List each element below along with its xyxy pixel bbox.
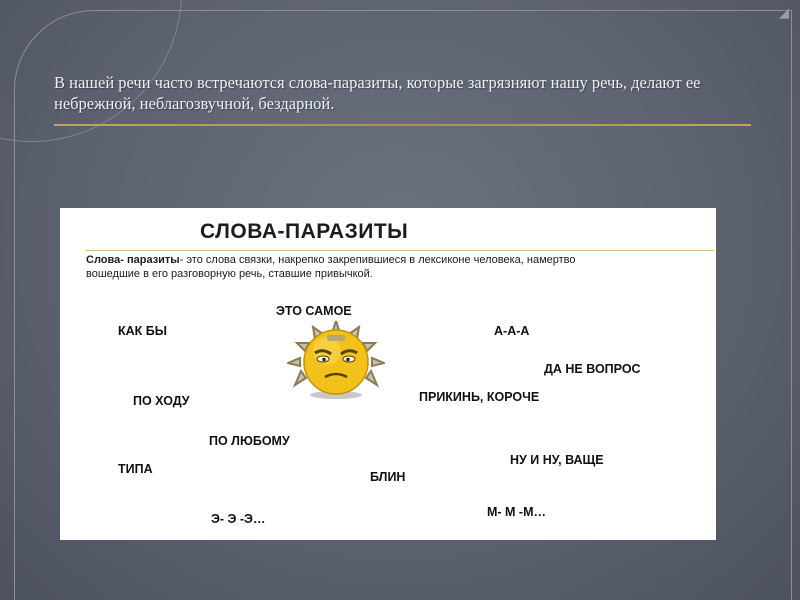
divider-rule — [54, 124, 751, 126]
word-kak-by: КАК БЫ — [118, 324, 167, 338]
definition-body: - это слова связки, накрепко закрепившиеся в лексиконе человека, намертво вошедшие в его разговорную речь, ставшие привычкой. — [86, 254, 576, 280]
panel-title: СЛОВА-ПАРАЗИТЫ — [200, 220, 409, 243]
word-m-m-m: М- М -М… — [487, 505, 547, 519]
content-image-panel — [60, 208, 716, 540]
definition-text — [86, 253, 626, 281]
definition-term: Слова- паразиты — [86, 254, 180, 266]
word-nu-i-nu-vashche: НУ И НУ, ВАЩЕ — [510, 453, 604, 467]
word-tipa: ТИПА — [118, 462, 153, 476]
word-a-a-a: А-А-А — [494, 324, 530, 338]
definition-underline — [86, 250, 714, 251]
word-e-e-e: Э- Э -Э… — [211, 512, 266, 526]
word-po-lyubomu: ПО ЛЮБОМУ — [209, 434, 290, 448]
grumpy-smiley-icon — [287, 321, 385, 399]
word-da-ne-vopros: ДА НЕ ВОПРОС — [544, 362, 641, 376]
word-po-hodu: ПО ХОДУ — [133, 394, 190, 408]
word-blin: БЛИН — [370, 470, 406, 484]
intro-text: В нашей речи часто встречаются слова-паразиты, которые загрязняют нашу речь, делают ее небрежной, неблагозвучной, бездарной. — [54, 73, 701, 113]
word-prikin-koroche: ПРИКИНЬ, КОРОЧЕ — [419, 390, 540, 404]
word-eto-samoe: ЭТО САМОЕ — [276, 304, 352, 318]
corner-arrow-icon: ◢ — [779, 6, 789, 21]
